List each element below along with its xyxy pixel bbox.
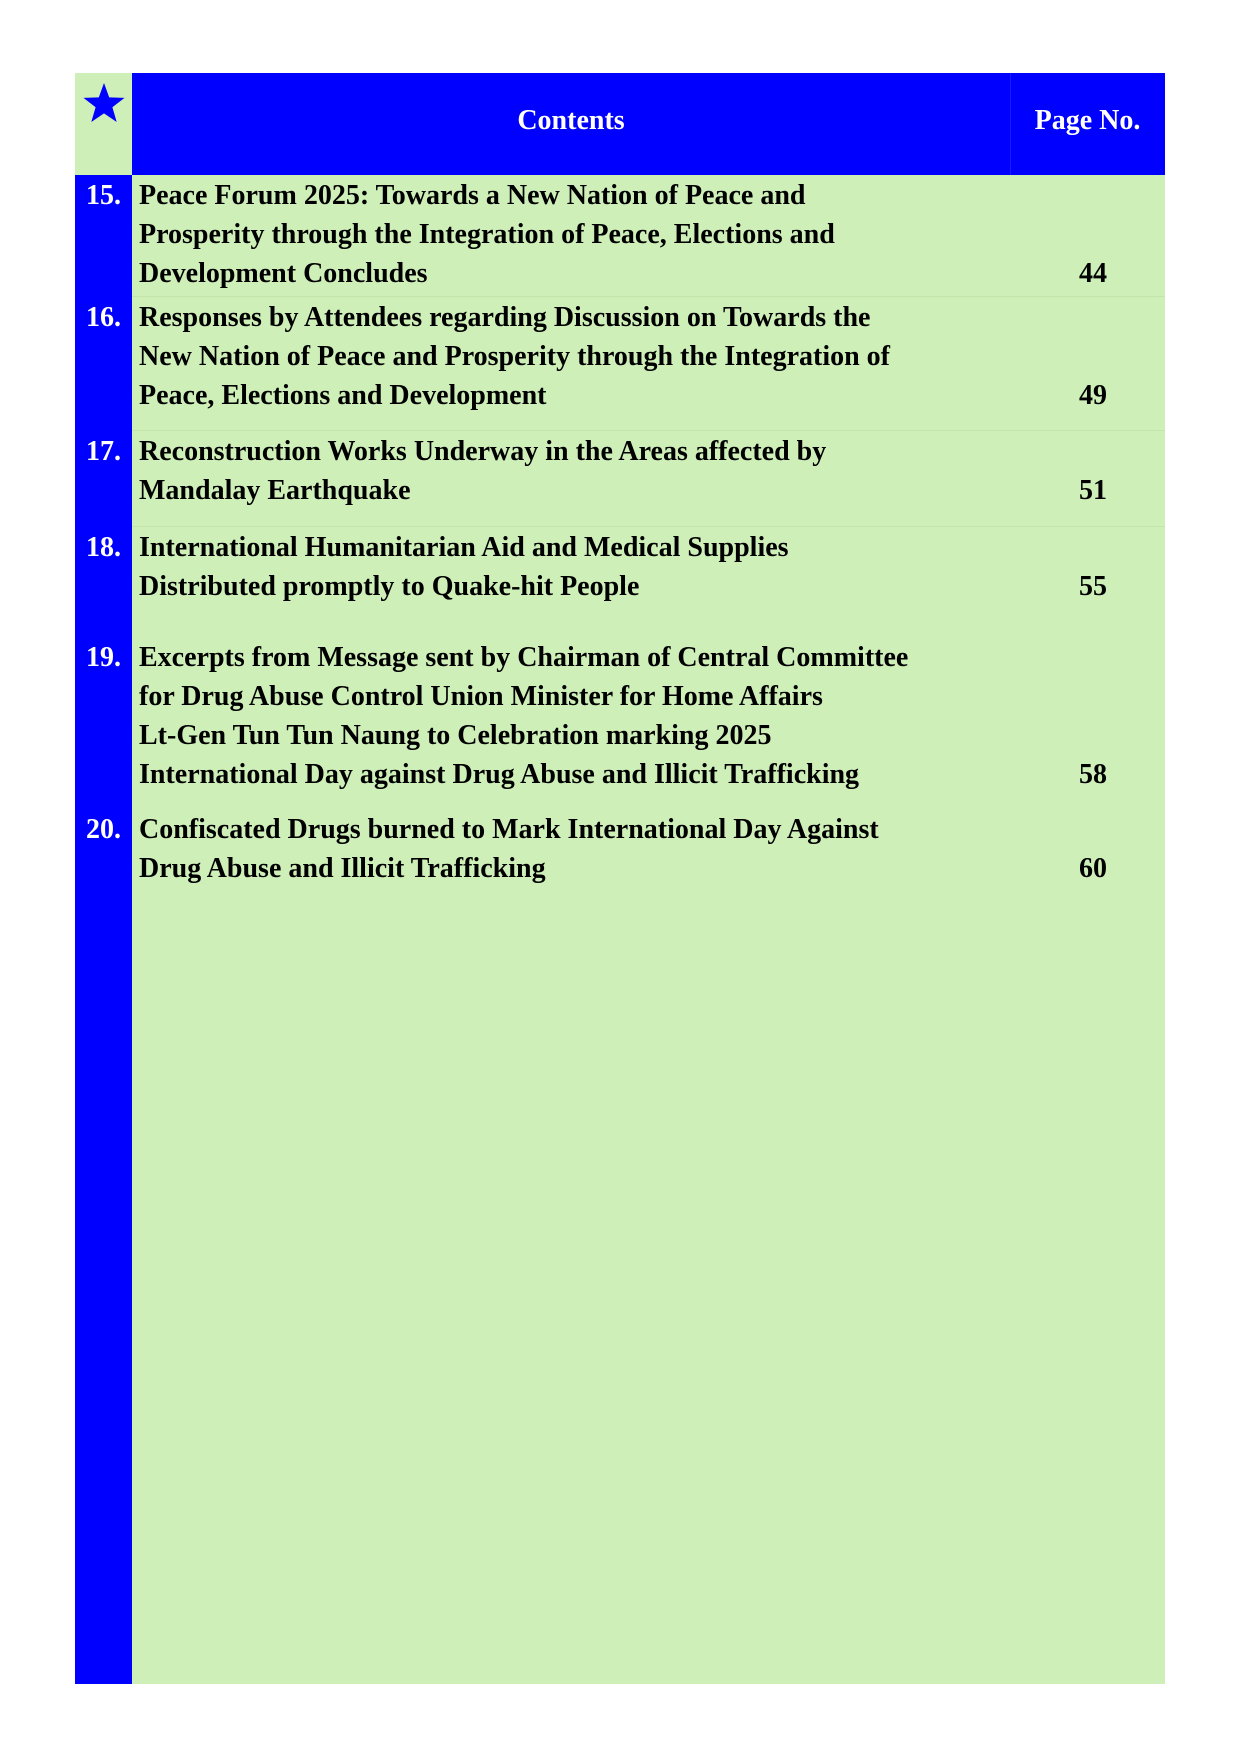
entry-number: 19. <box>86 642 121 673</box>
entry-title <box>139 638 979 794</box>
entry-page-number: 55 <box>1079 571 1107 602</box>
entry-title-line: New Nation of Peace and Prosperity through the Integration of <box>139 341 891 372</box>
number-column <box>75 175 132 1684</box>
entry-title <box>139 298 979 415</box>
entry-title-line: Responses by Attendees regarding Discussion on Towards the <box>139 302 871 333</box>
entry-title <box>139 176 979 293</box>
entry-page-number: 58 <box>1079 759 1107 790</box>
entry-page-number: 60 <box>1079 853 1107 884</box>
table-of-contents <box>75 73 1165 1684</box>
entry-title-line: Peace Forum 2025: Towards a New Nation of Peace and <box>139 180 806 211</box>
entry-title <box>139 810 979 888</box>
row-separator <box>132 296 1165 297</box>
entry-title-line: Lt-Gen Tun Tun Naung to Celebration marking 2025 <box>139 720 772 751</box>
entry-title <box>139 432 979 510</box>
row-separator <box>132 526 1165 527</box>
entry-title-line: Development Concludes <box>139 258 428 289</box>
entry-page-number: 44 <box>1079 258 1107 289</box>
entry-title <box>139 528 979 606</box>
entry-title-line: Prosperity through the Integration of Peace, Elections and <box>139 219 835 250</box>
entry-number: 17. <box>86 436 121 467</box>
entry-title-line: Mandalay Earthquake <box>139 475 411 506</box>
entry-title-line: Distributed promptly to Quake-hit People <box>139 571 640 602</box>
entry-page-number: 49 <box>1079 380 1107 411</box>
entry-number: 18. <box>86 532 121 563</box>
entry-number: 15. <box>86 180 121 211</box>
entry-title-line: for Drug Abuse Control Union Minister for Home Affairs <box>139 681 823 712</box>
row-separator <box>132 430 1165 431</box>
entry-title-line: Drug Abuse and Illicit Trafficking <box>139 853 546 884</box>
star-icon <box>82 81 126 125</box>
page-no-heading: Page No. <box>1034 105 1141 136</box>
contents-heading: Contents <box>517 105 625 136</box>
entry-number: 16. <box>86 302 121 333</box>
entry-page-number: 51 <box>1079 475 1107 506</box>
entry-title-line: Excerpts from Message sent by Chairman of Central Committee <box>139 642 909 673</box>
entry-number: 20. <box>86 814 121 845</box>
entry-title-line: International Humanitarian Aid and Medical Supplies <box>139 532 789 563</box>
entry-title-line: Peace, Elections and Development <box>139 380 547 411</box>
entry-title-line: International Day against Drug Abuse and Illicit Trafficking <box>139 759 860 790</box>
toc-header <box>132 73 1165 175</box>
entry-title-line: Reconstruction Works Underway in the Areas affected by <box>139 436 827 467</box>
header-star-cell <box>75 73 132 175</box>
entry-title-line: Confiscated Drugs burned to Mark International Day Against <box>139 814 879 845</box>
